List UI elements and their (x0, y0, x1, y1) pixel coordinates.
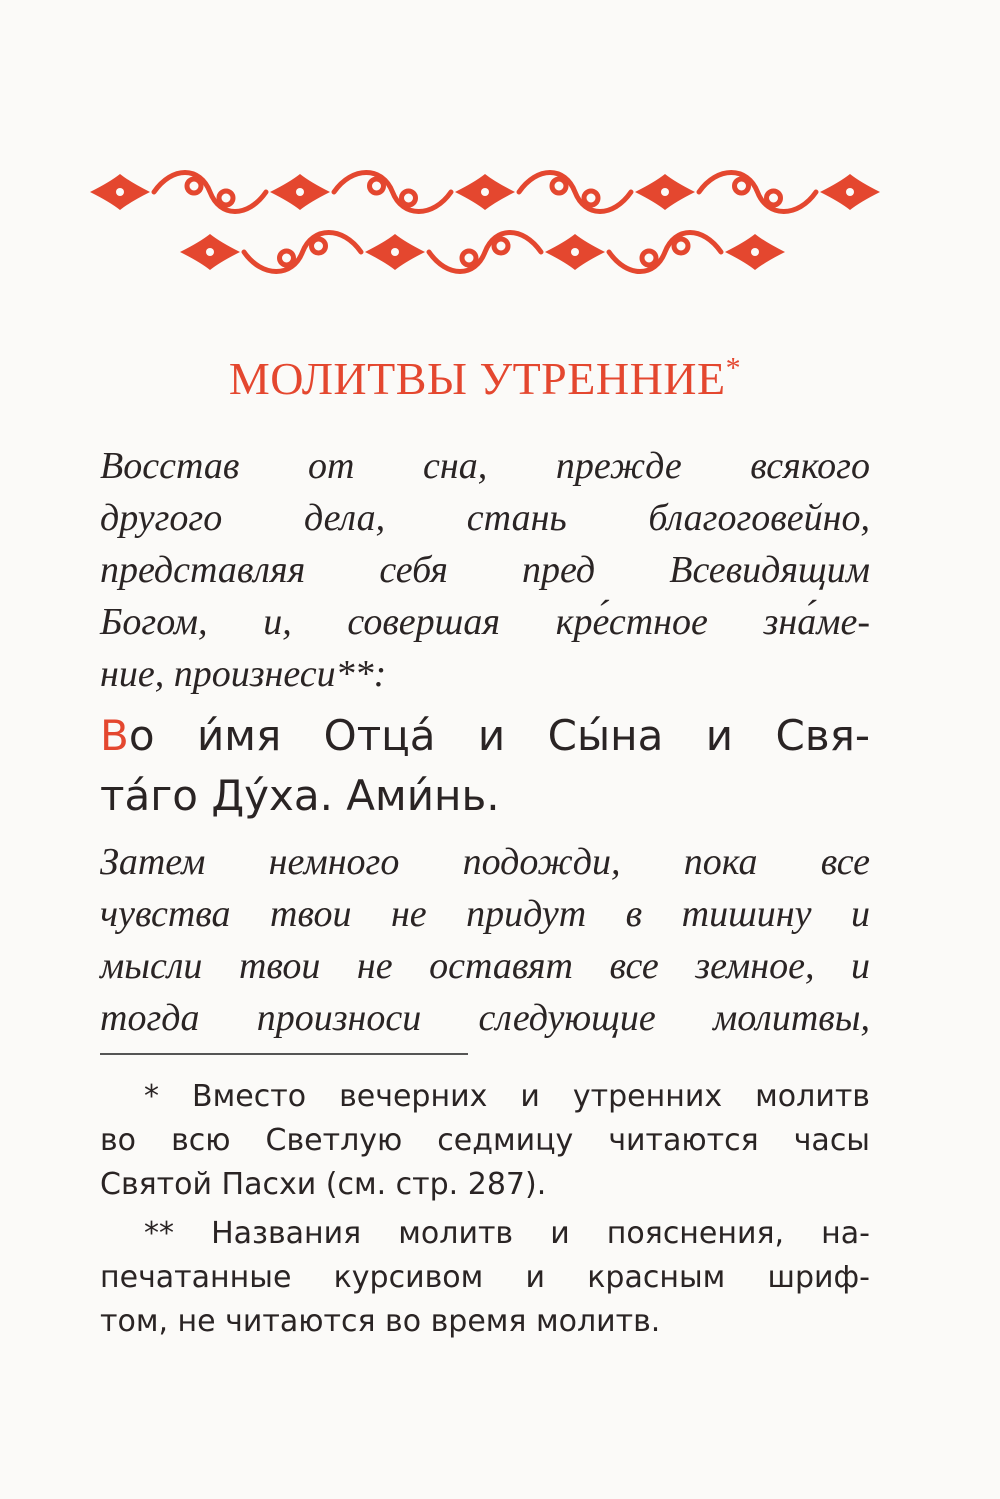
prayer-line-rest: о и́мя Отца́ и Сы́на и Свя- (128, 711, 870, 760)
footnote-line: печатанные курсивом и красным шриф- (100, 1260, 870, 1295)
instruction-line: представляя себя пред Всевидящим (100, 549, 870, 591)
footnote-line: ** Названия молитв и пояснения, на- (144, 1216, 870, 1251)
footnote-1 (100, 1075, 870, 1207)
instruction-line: мысли твои не оставят все земное, и (100, 945, 870, 987)
footnote-line: * Вместо вечерних и утренних молитв (144, 1079, 870, 1114)
instruction-line: Восстав от сна, прежде всякого (100, 445, 870, 487)
prayer-initial-letter: В (100, 711, 129, 760)
instruction-line: Богом, и, совершая кре́стное зна́ме- (100, 601, 870, 643)
instruction-line: чувства твои не придут в тишину и (100, 893, 870, 935)
instruction-line: тогда произноси следующие молитвы, (100, 997, 870, 1039)
prayer-line (100, 706, 870, 766)
footnote-line: том, не читаются во время молитв. (100, 1304, 661, 1339)
instruction-line: ние, произнеси**: (100, 653, 387, 695)
footnote-divider (100, 1053, 468, 1055)
prayer-text (100, 706, 870, 826)
footnote-line: Святой Пасхи (см. стр. 287). (100, 1167, 547, 1202)
instruction-line: Затем немного подожди, пока все (100, 841, 870, 883)
prayer-line: та́го Ду́ха. Ами́нь. (100, 771, 500, 820)
footnote-line: во всю Светлую седмицу читаются часы (100, 1123, 870, 1158)
title-footnote-mark: * (725, 351, 742, 385)
instruction-line: другого дела, стань благоговейно, (100, 497, 870, 539)
instruction-paragraph-2 (100, 836, 870, 1044)
footnote-2 (100, 1212, 870, 1344)
page-title (100, 352, 870, 405)
floral-ornament-icon (90, 150, 880, 290)
title-text: МОЛИТВЫ УТРЕННИЕ (228, 353, 726, 404)
instruction-paragraph-1 (100, 440, 870, 700)
